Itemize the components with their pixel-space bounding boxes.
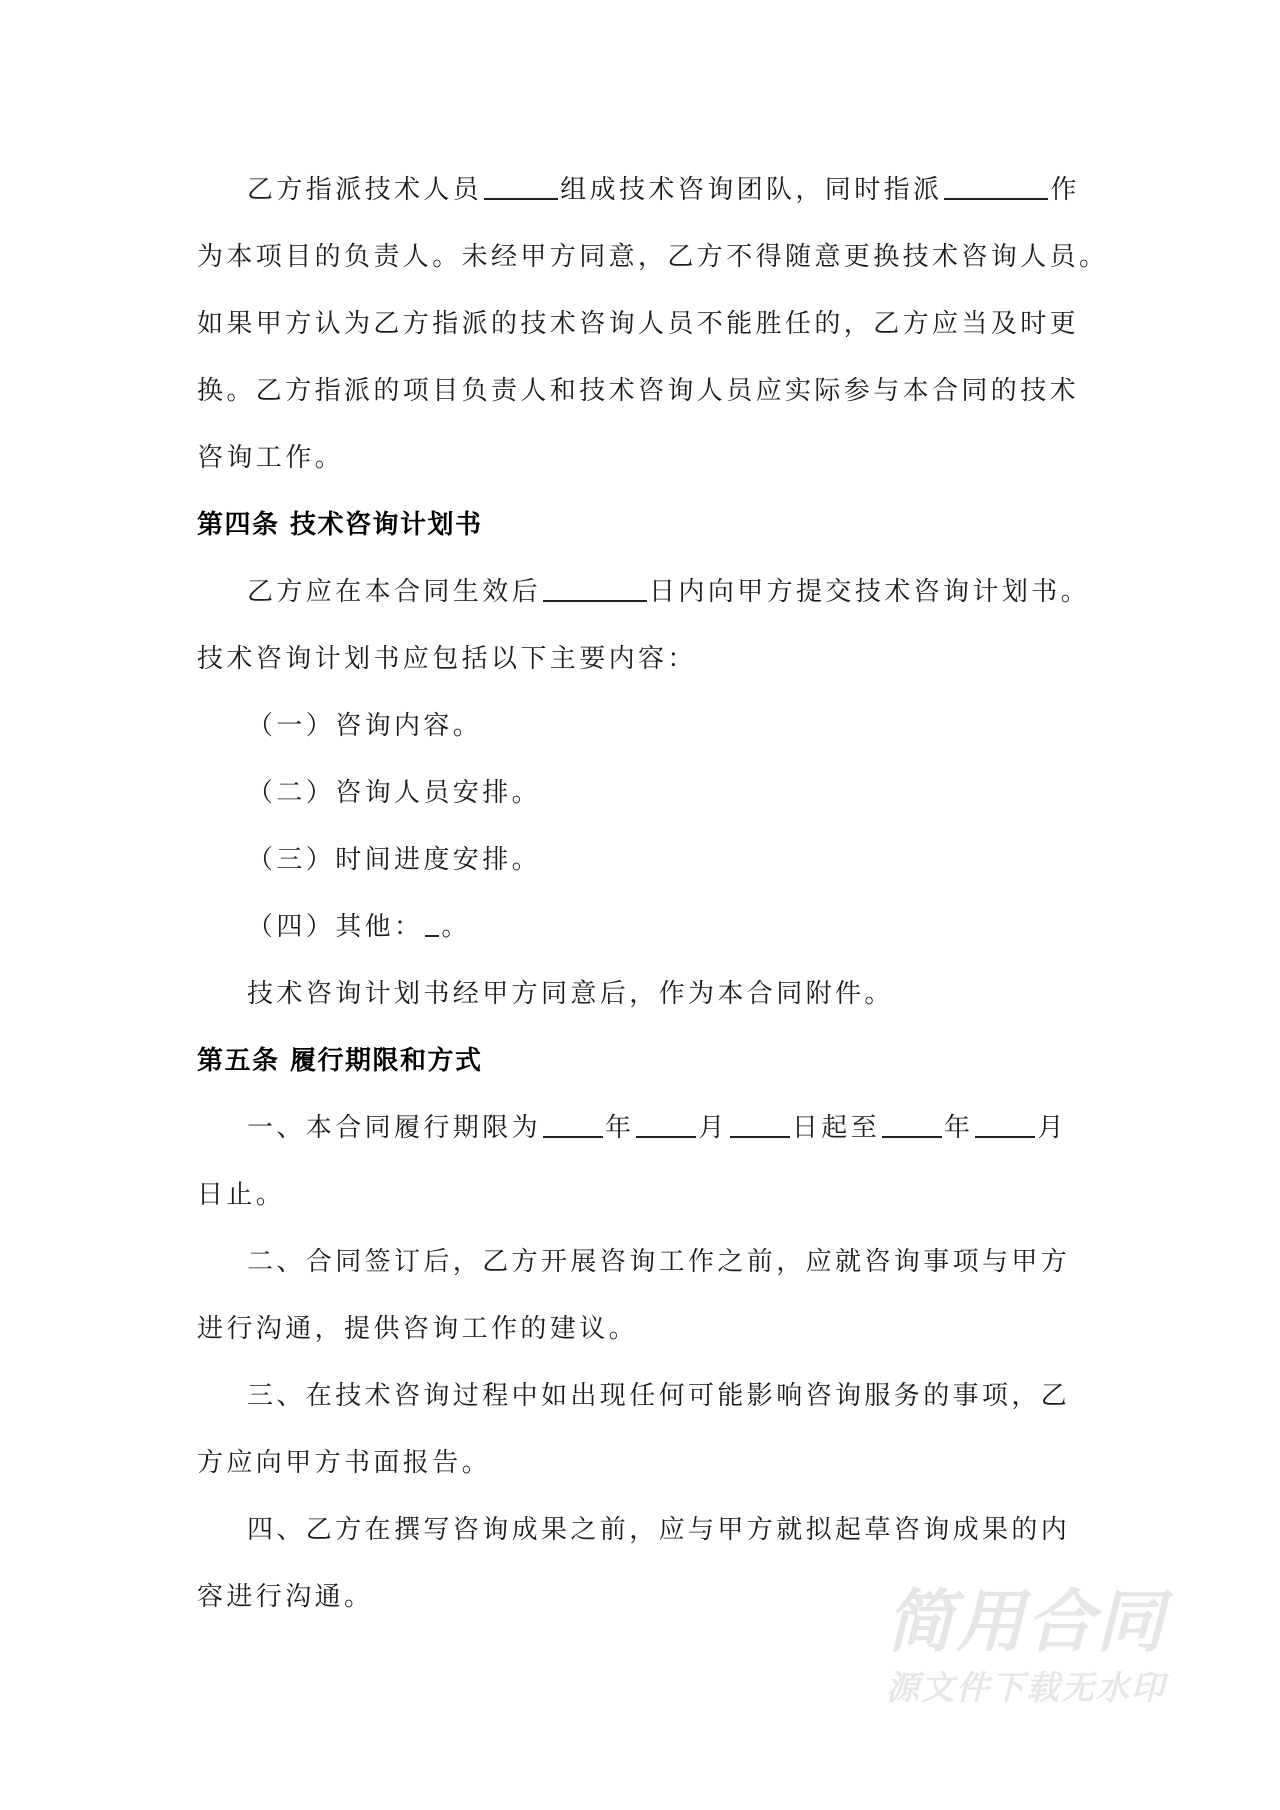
paragraph-line [197,157,1087,224]
fill-in-blank [944,176,1048,200]
fill-in-blank [730,1114,790,1138]
paragraph-line [197,1095,1087,1162]
paragraph-line: 咨询工作。 [197,443,345,473]
text-segment: 组成技术咨询团队，同时指派 [560,175,943,205]
article-5-heading: 第五条 履行期限和方式 [197,1046,483,1076]
paragraph-line: 技术咨询计划书经甲方同意后，作为本合同附件。 [247,979,894,1009]
text-segment: 乙方应在本合同生效后 [247,577,542,607]
text-segment: 月 [1037,1113,1067,1143]
watermark [886,1584,1186,1708]
text-segment: 作 [1050,175,1080,205]
paragraph-line: 方应向甲方书面报告。 [197,1448,492,1478]
paragraph-line: 如果甲方认为乙方指派的技术咨询人员不能胜任的，乙方应当及时更 [197,309,1080,339]
watermark-subtitle: 源文件下载无水印 [886,1668,1166,1707]
list-item: （二）咨询人员安排。 [247,778,542,808]
document-page [197,157,1109,1631]
list-item: （三）时间进度安排。 [247,845,542,875]
paragraph-line: 进行沟通，提供咨询工作的建议。 [197,1314,639,1344]
paragraph-line: 二、合同签订后，乙方开展咨询工作之前，应就咨询事项与甲方 [247,1247,1071,1277]
article-4-heading: 第四条 技术咨询计划书 [197,510,483,540]
text-segment: 年 [944,1113,974,1143]
paragraph-line: 三、在技术咨询过程中如出现任何可能影响咨询服务的事项，乙 [247,1381,1071,1411]
text-segment: 。 [441,912,471,942]
text-segment: 日内向甲方提交技术咨询计划书。 [649,577,1091,607]
paragraph-line: 技术咨询计划书应包括以下主要内容： [197,644,697,674]
fill-in-blank [425,913,439,937]
text-segment: （四）其他： [247,912,424,942]
text-segment: 日起至 [791,1113,881,1143]
text-segment: 一、本合同履行期限为 [247,1113,542,1143]
paragraph-line: 四、乙方在撰写咨询成果之前，应与甲方就拟起草咨询成果的内 [247,1515,1071,1545]
fill-in-blank [543,1114,603,1138]
paragraph-line [197,559,1091,626]
list-item: （一）咨询内容。 [247,711,483,741]
fill-in-blank [975,1114,1035,1138]
paragraph-line: 容进行沟通。 [197,1582,374,1612]
fill-in-blank [484,176,558,200]
paragraph-line: 换。乙方指派的项目负责人和技术咨询人员应实际参与本合同的技术 [197,376,1080,406]
fill-in-blank [882,1114,942,1138]
text-segment: 年 [605,1113,635,1143]
fill-in-blank [543,578,647,602]
paragraph-line: 日止。 [197,1180,286,1210]
list-item [197,894,1087,961]
paragraph-line: 为本项目的负责人。未经甲方同意，乙方不得随意更换技术咨询人员。 [197,242,1109,272]
fill-in-blank [636,1114,696,1138]
text-segment: 乙方指派技术人员 [247,175,483,205]
text-segment: 月 [698,1113,728,1143]
watermark-title: 简用合同 [886,1583,1167,1662]
